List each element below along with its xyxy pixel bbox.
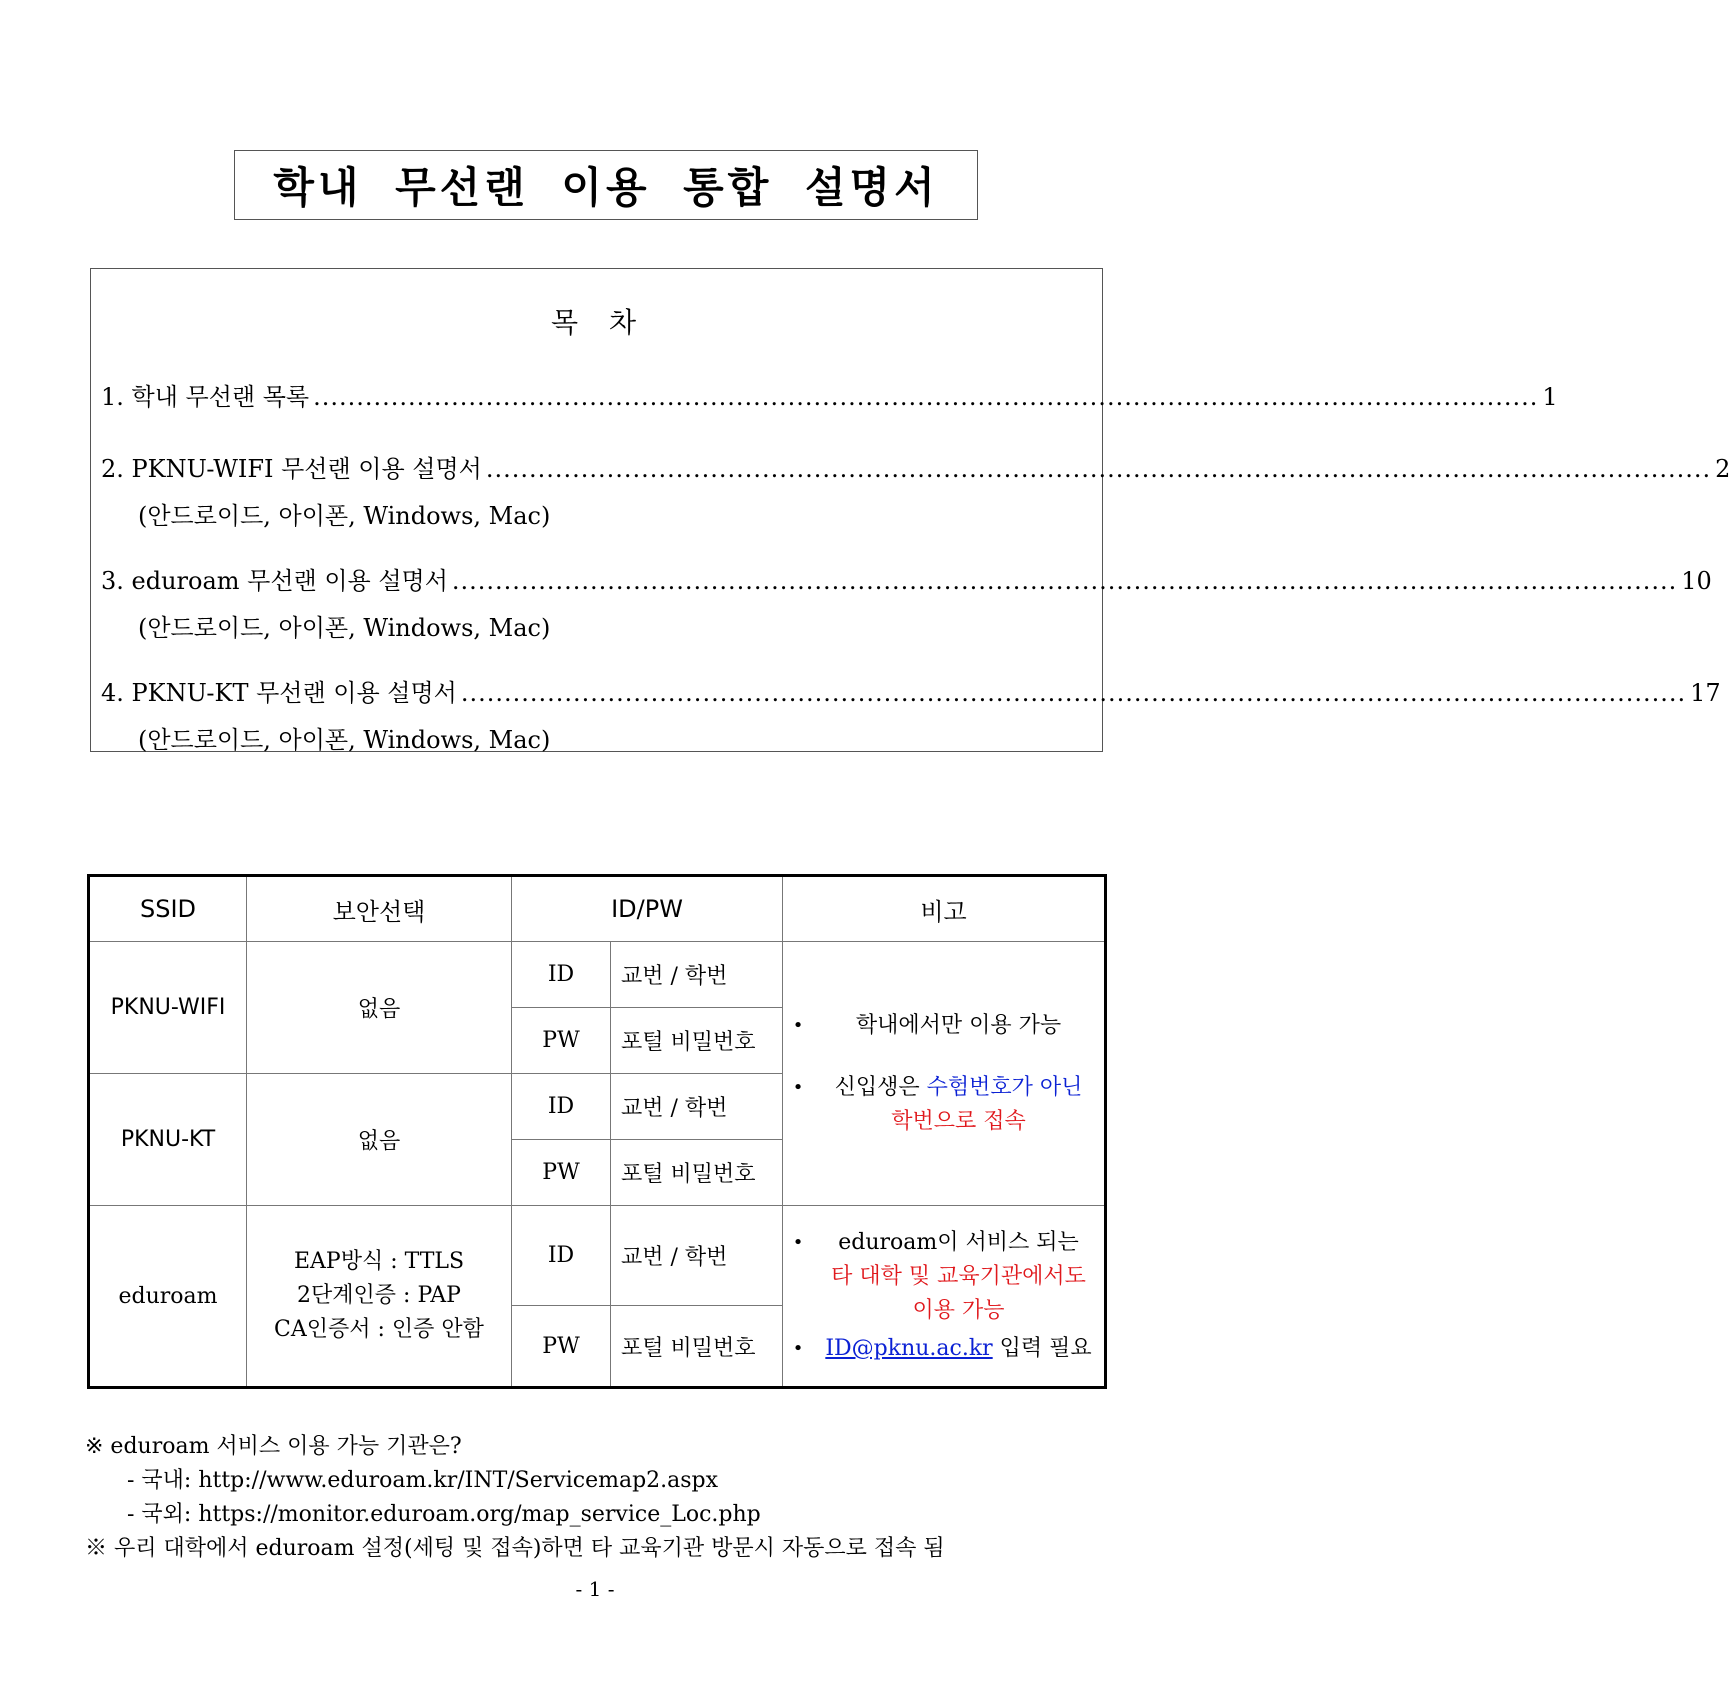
footnote-question: ※ eduroam 서비스 이용 가능 기관은? [85, 1434, 462, 1459]
note-text-red: 이용 가능 [912, 1298, 1005, 1323]
note-bullet [783, 1009, 1104, 1043]
toc-item-page: 10 [1681, 567, 1712, 595]
toc-item-label: 4. PKNU-KT 무선랜 이용 설명서 [101, 679, 457, 707]
toc-item-platforms: (안드로이드, 아이폰, Windows, Mac) [138, 614, 551, 642]
ssid-pknu-kt: PKNU-KT [89, 1074, 247, 1206]
id-label: ID [512, 1206, 611, 1306]
security-pknu-wifi: 없음 [247, 942, 512, 1074]
note-eduroam [783, 1206, 1106, 1388]
toc-item-label: 3. eduroam 무선랜 이용 설명서 [101, 567, 448, 595]
bullet-icon: • [792, 1338, 804, 1359]
toc-dot-leader: .............................................................................................................................................. [485, 455, 1712, 483]
toc-item-2 [101, 449, 1730, 531]
pw-value: 포털 비밀번호 [611, 1140, 783, 1206]
footnote-auto-connect: ※ 우리 대학에서 eduroam 설정(세팅 및 접속)하면 타 교육기관 방문시 자동으로 접속 됨 [85, 1536, 945, 1561]
toc-item-1 [101, 377, 1558, 412]
ssid-eduroam: eduroam [89, 1206, 247, 1388]
note-text-blue: 수험번호가 아닌 [926, 1074, 1083, 1100]
ssid-pknu-wifi: PKNU-WIFI [89, 942, 247, 1074]
note-text-plain: 신입생은 [834, 1074, 927, 1100]
note-text-plain: 입력 필요 [992, 1336, 1092, 1361]
toc-dot-leader: .............................................................................................................................................. [451, 567, 1678, 595]
security-pknu-kt: 없음 [247, 1074, 512, 1206]
id-label: ID [512, 942, 611, 1008]
id-value: 교번 / 학번 [611, 942, 783, 1008]
pw-label: PW [512, 1140, 611, 1206]
note-text-plain: eduroam이 서비스 되는 [838, 1230, 1079, 1255]
pw-value: 포털 비밀번호 [611, 1008, 783, 1074]
header-security: 보안선택 [247, 876, 512, 942]
eduroam-id-link[interactable]: ID@pknu.ac.kr [825, 1336, 993, 1361]
eap-method: EAP방식 : TTLS [293, 1249, 465, 1274]
toc-item-3 [101, 561, 1712, 643]
wifi-ssid-table [87, 874, 1107, 1389]
note-bullet [783, 1332, 1104, 1366]
note-text-red: 타 대학 및 교육기관에서도 [831, 1264, 1086, 1289]
note-campus-only [783, 942, 1106, 1206]
toc-item-page: 17 [1690, 679, 1721, 707]
footnote-domestic-url: - 국내: http://www.eduroam.kr/INT/Servicemap2.aspx [127, 1468, 719, 1493]
header-id-pw: ID/PW [512, 876, 783, 942]
id-value: 교번 / 학번 [611, 1206, 783, 1306]
bullet-icon: • [792, 1014, 804, 1036]
pw-value: 포털 비밀번호 [611, 1306, 783, 1388]
ca-certificate: CA인증서 : 인증 안함 [274, 1317, 484, 1342]
pw-label: PW [512, 1306, 611, 1388]
table-row [89, 942, 1106, 1008]
table-header-row [89, 876, 1106, 942]
note-text [813, 1071, 1104, 1139]
footnote-overseas-url: - 국외: https://monitor.eduroam.org/map_service_Loc.php [127, 1502, 761, 1527]
toc-heading: 목 차 [551, 306, 642, 339]
id-value: 교번 / 학번 [611, 1074, 783, 1140]
phase2-auth: 2단계인증 : PAP [297, 1283, 461, 1308]
document-title: 학내 무선랜 이용 통합 설명서 [234, 150, 978, 220]
note-text: 학내에서만 이용 가능 [855, 1012, 1062, 1038]
table-row [89, 1206, 1106, 1306]
toc-dot-leader: .............................................................................................................................................. [313, 383, 1539, 411]
note-text [813, 1332, 1104, 1366]
security-eduroam [247, 1206, 512, 1388]
bullet-icon: • [792, 1076, 804, 1098]
toc-item-label: 2. PKNU-WIFI 무선랜 이용 설명서 [101, 455, 482, 483]
toc-item-page: 1 [1542, 383, 1558, 411]
bullet-icon: • [792, 1232, 804, 1253]
note-text-red: 학번으로 접속 [891, 1108, 1026, 1134]
toc-item-platforms: (안드로이드, 아이폰, Windows, Mac) [138, 502, 551, 530]
page-number: - 1 - [575, 1577, 615, 1601]
footnotes [85, 1430, 945, 1566]
pw-label: PW [512, 1008, 611, 1074]
table-of-contents [90, 268, 1730, 754]
toc-item-4 [101, 673, 1721, 755]
note-bullet [783, 1226, 1104, 1328]
header-note: 비고 [783, 876, 1106, 942]
toc-item-page: 2 [1715, 455, 1730, 483]
toc-item-label: 1. 학내 무선랜 목록 [101, 383, 310, 411]
note-text [813, 1226, 1104, 1328]
header-ssid: SSID [89, 876, 247, 942]
toc-item-platforms: (안드로이드, 아이폰, Windows, Mac) [138, 726, 551, 754]
note-bullet [783, 1071, 1104, 1139]
id-label: ID [512, 1074, 611, 1140]
toc-dot-leader: .............................................................................................................................................. [460, 679, 1687, 707]
